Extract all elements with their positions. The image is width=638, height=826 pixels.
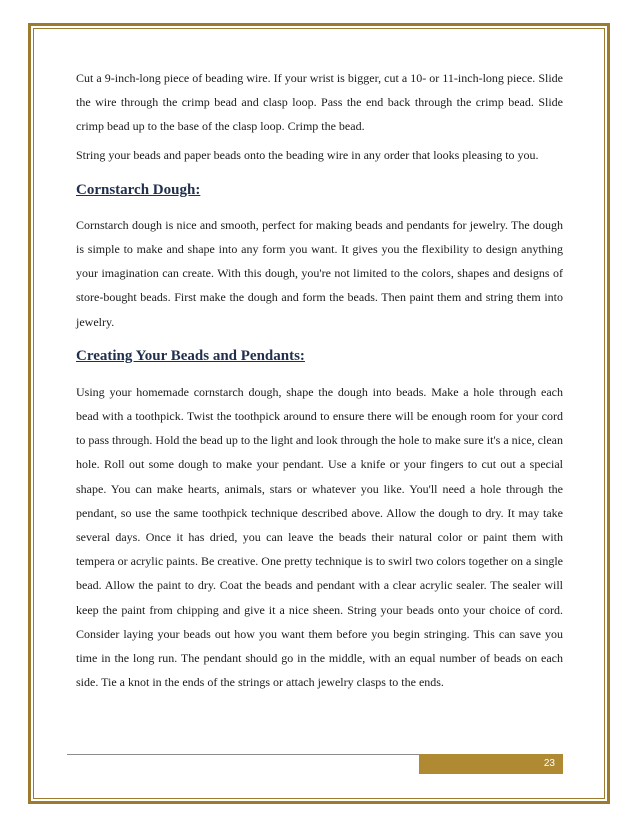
footer-divider bbox=[67, 754, 419, 755]
section-body-creating-beads: Using your homemade cornstarch dough, shape the dough into beads. Make a hole through each bead with a toothpick. Twist the toothpick around to ensure there will be enough room for your cord to pass through. Hold the bead up to the light and look through the hole to make sure it's a nice, clean hole. Roll out some dough to make your pendant. Use a knife or your fingers to cut out a special shape. You can make hearts, animals, stars or whatever you like. You'll need a hole through the pendant, so use the same toothpick technique described above. Allow the dough to dry. It may take several days. Once it has dried, you can leave the beads their natural color or paint them with tempera or acrylic paints. Be creative. One pretty technique is to swirl two colors together on a single bead. Allow the paint to dry. Coat the beads and pendant with a clear acrylic sealer. The sealer will keep the paint from chipping and give it a nice sheen. String your beads onto your choice of cord. Consider laying your beads out how you want them before you begin stringing. This can save you time in the long run. The pendant should go in the middle, with an equal number of beads on each side. Tie a knot in the ends of the strings or attach jewelry clasps to the ends. bbox=[76, 384, 563, 690]
section-heading-cornstarch-dough: Cornstarch Dough: bbox=[76, 181, 201, 198]
section-heading-creating-beads: Creating Your Beads and Pendants: bbox=[76, 347, 305, 364]
section-body-cornstarch-dough: Cornstarch dough is nice and smooth, perfect for making beads and pendants for jewelry. The dough is simple to make and shape into any form you want. It gives you the flexibility to design anything your imagination can create. With this dough, you're not limited to the colors, shapes and designs of store-bought beads. First make the dough and form the beads. Then paint them and string them into jewelry. bbox=[76, 217, 563, 329]
page-content bbox=[76, 66, 563, 694]
intro-paragraph-string: String your beads and paper beads onto the beading wire in any order that looks pleasing to you. bbox=[76, 147, 539, 162]
page-number: 23 bbox=[419, 754, 563, 774]
intro-paragraph-crimp: Cut a 9-inch-long piece of beading wire. If your wrist is bigger, cut a 10- or 11-inch-long piece. Slide the wire through the crimp bead and clasp loop. Pass the end back through the crimp bead. Slide crimp bead up to the base of the clasp loop. Crimp the bead. bbox=[76, 71, 563, 134]
